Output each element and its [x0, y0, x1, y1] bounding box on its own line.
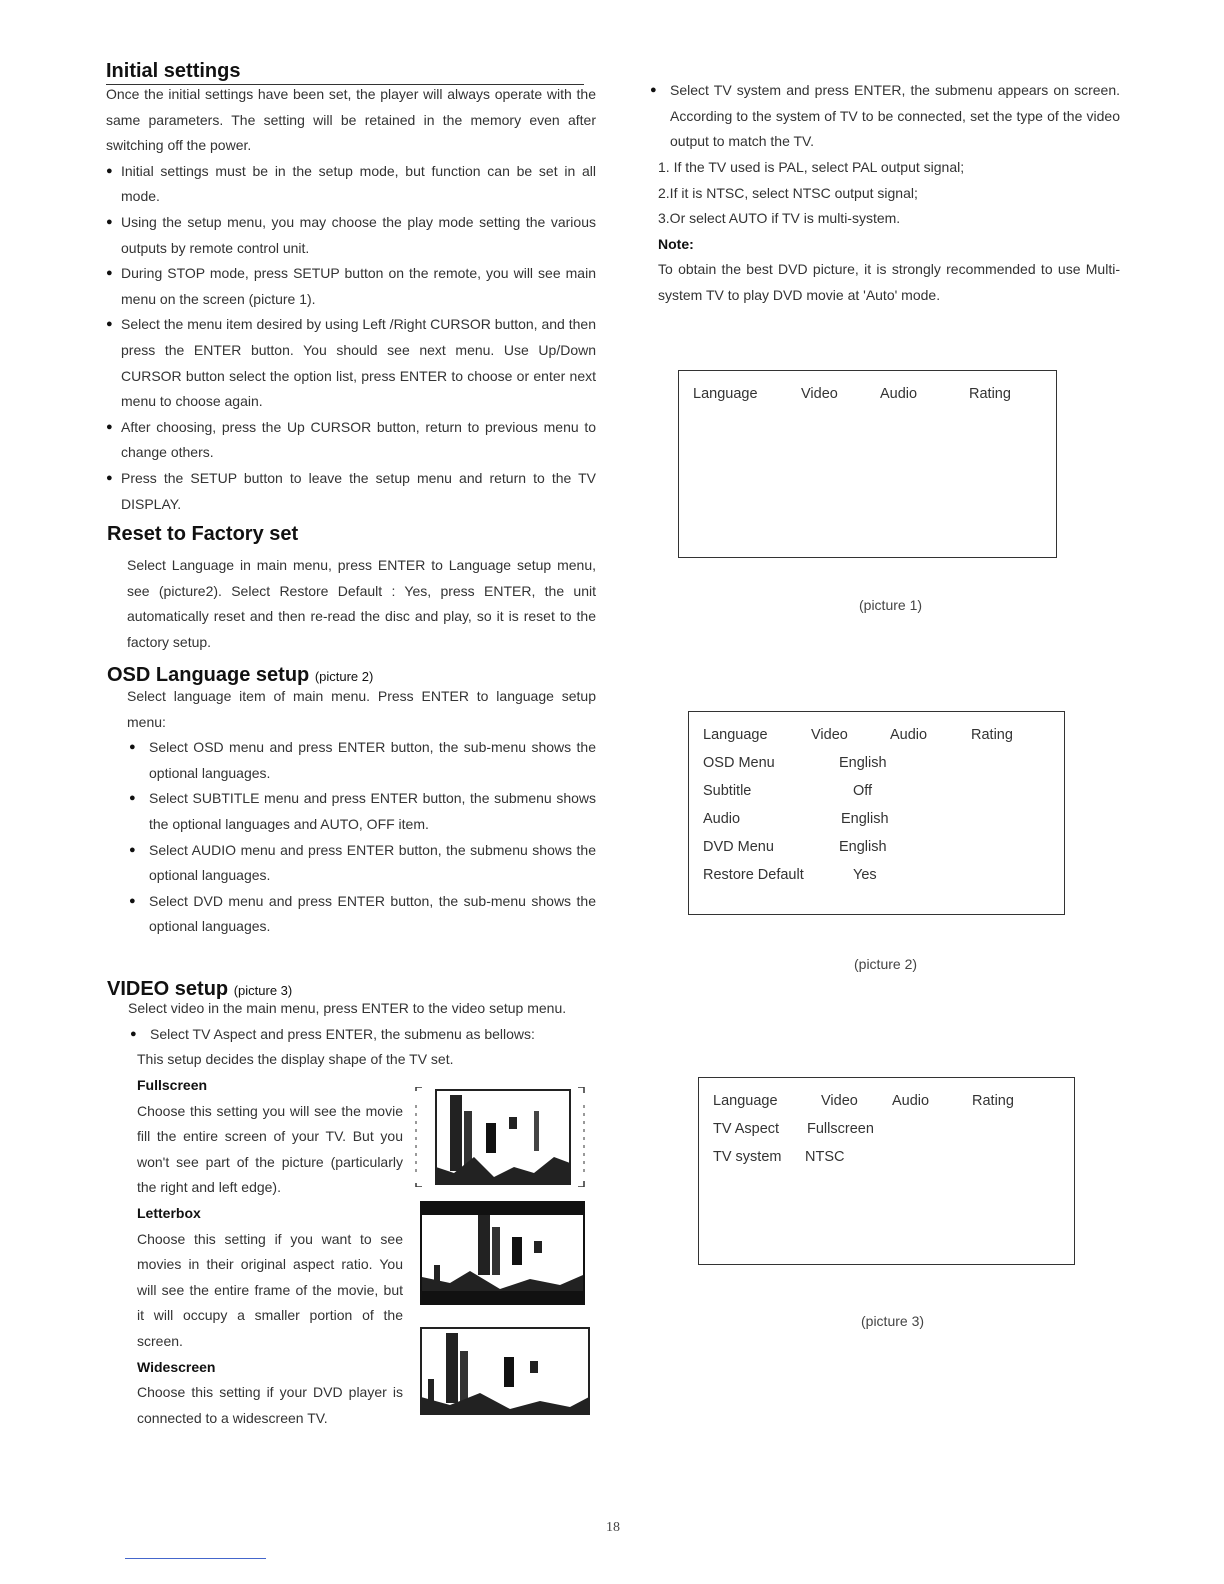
bullet-text: After choosing, press the Up CURSOR button, return to previous menu to change others. [121, 418, 596, 461]
note-label: Note: [658, 235, 694, 252]
picture3-caption: (picture 3) [861, 1313, 925, 1329]
bullet-item [129, 838, 596, 889]
fullscreen-text: Choose this setting you will see the movie fill the entire screen of your TV. But you won't see part of the picture (particularly the right and left edge). [137, 1102, 403, 1196]
letterbox-title: Letterbox [137, 1204, 201, 1221]
tab-language: Language [703, 727, 768, 743]
bullet-text: Initial settings must be in the setup mode, but function can be set in all mode. [121, 162, 596, 205]
letterbox-text: Choose this setting if you want to see movies in their original aspect ratio. You will see the entire frame of the movie, but it will occupy a smaller portion of the screen. [137, 1230, 403, 1349]
intro-paragraph: Once the initial settings have been set, the player will always operate with the same parameters. The setting will be retained in the memory even after switching off the power. [106, 86, 596, 154]
tv-system-value: NTSC [805, 1149, 845, 1165]
bullet-text: Using the setup menu, you may choose the play mode setting the various outputs by remote control unit. [121, 213, 596, 256]
fullscreen-title: Fullscreen [137, 1077, 208, 1093]
bullet-text: During STOP mode, press SETUP button on the remote, you will see main menu on the screen (picture 1). [121, 265, 596, 307]
letterbox-thumbnail [420, 1201, 585, 1305]
aspect-options [137, 1073, 403, 1431]
restore-default-value: Yes [853, 867, 877, 883]
tab-audio: Audio [880, 386, 918, 402]
setup-menu-picture1 [678, 370, 1057, 558]
bullet-text: Select TV Aspect and press ENTER, the submenu as bellows: [150, 1025, 535, 1042]
tab-video: Video [821, 1093, 858, 1109]
video-intro: Select video in the main menu, press ENTER to the video setup menu. [128, 1000, 567, 1016]
picture2-caption: (picture 2) [854, 956, 918, 972]
tab-rating: Rating [971, 727, 1013, 743]
page-number: 18 [606, 1520, 620, 1535]
widescreen-title: Widescreen [137, 1358, 216, 1375]
video-section [128, 996, 598, 1073]
subtitle-value: Off [853, 783, 873, 799]
video-menu-picture3 [698, 1077, 1075, 1265]
section-title: VIDEO setup [107, 978, 229, 1000]
widescreen-thumbnail [420, 1327, 590, 1415]
osd-section [127, 684, 596, 940]
restore-default-label: Restore Default [703, 867, 804, 883]
bullet-item [129, 786, 596, 837]
subtitle-label: Subtitle [703, 783, 752, 799]
tab-audio: Audio [892, 1093, 930, 1109]
video-note: This setup decides the display shape of the TV set. [137, 1051, 454, 1068]
bullet-item [106, 261, 596, 312]
tab-rating: Rating [972, 1093, 1014, 1109]
tab-language: Language [693, 386, 758, 402]
section-title: OSD Language setup [107, 664, 310, 686]
bullet-item [130, 1022, 598, 1048]
language-menu-picture2 [688, 711, 1065, 915]
note-text: To obtain the best DVD picture, it is strongly recommended to use Multi-system TV to play DVD movie at 'Auto' mode. [658, 261, 1120, 303]
bullet-item [106, 312, 596, 414]
bullet-item [129, 735, 596, 786]
bullet-text: Press the SETUP button to leave the setup menu and return to the TV DISPLAY. [121, 469, 596, 512]
section-title: Reset to Factory set [107, 523, 299, 545]
audio-label: Audio [703, 811, 741, 827]
reset-heading [107, 520, 298, 548]
bullet-item [106, 210, 596, 261]
osd-menu-label: OSD Menu [703, 755, 775, 771]
reset-section [127, 553, 596, 655]
tab-rating: Rating [969, 386, 1011, 402]
bullet-text: Select DVD menu and press ENTER button, the sub-menu shows the optional languages. [149, 892, 596, 935]
bullet-item [129, 889, 596, 940]
bullet-text: Select AUDIO menu and press ENTER button, the submenu shows the optional languages. [149, 841, 596, 884]
osd-intro: Select language item of main menu. Press ENTER to language setup menu: [127, 688, 596, 730]
dvd-menu-label: DVD Menu [703, 839, 774, 855]
tab-video: Video [801, 386, 838, 402]
bullet-text: Select OSD menu and press ENTER button, the sub-menu shows the optional languages. [149, 739, 596, 781]
section-title: Initial settings [106, 60, 241, 82]
picture1-caption: (picture 1) [859, 597, 923, 613]
footer-line [125, 1558, 266, 1559]
initial-settings-heading [106, 60, 240, 83]
bullet-text: Select TV system and press ENTER, the submenu appears on screen. According to the system of TV to be connected, set the type of the video output to match the TV. [670, 82, 1120, 150]
bullet-item [106, 159, 596, 210]
tv-option: 1. If the TV used is PAL, select PAL output signal; [658, 159, 965, 175]
dvd-menu-value: English [839, 839, 887, 855]
tv-option: 3.Or select AUTO if TV is multi-system. [658, 210, 901, 227]
tv-system-section [650, 78, 1120, 155]
bullet-item [650, 78, 1120, 155]
tv-options [658, 155, 1120, 309]
osd-menu-value: English [839, 755, 887, 771]
tab-audio: Audio [890, 727, 928, 743]
bullet-item [106, 466, 596, 517]
reset-paragraph: Select Language in main menu, press ENTER to Language setup menu, see (picture2). Select Restore Default : Yes, press ENTER, the unit automatically reset and then re-read the disc and play, so it is reset to the factory setup. [127, 557, 596, 650]
picture-reference: (picture 2) [314, 669, 374, 684]
widescreen-text: Choose this setting if your DVD player is connected to a widescreen TV. [137, 1384, 403, 1426]
bullet-text: Select SUBTITLE menu and press ENTER button, the submenu shows the optional languages and AUTO, OFF item. [149, 790, 596, 832]
initial-settings-section [106, 82, 596, 517]
audio-value: English [841, 811, 889, 827]
tab-language: Language [713, 1093, 778, 1109]
bullet-item [106, 415, 596, 466]
tv-option: 2.If it is NTSC, select NTSC output signal; [658, 184, 918, 201]
tv-aspect-value: Fullscreen [807, 1121, 874, 1137]
fullscreen-thumbnail [414, 1087, 586, 1187]
picture-reference: (picture 3) [233, 983, 293, 998]
tv-system-label: TV system [713, 1149, 782, 1165]
tv-aspect-label: TV Aspect [713, 1121, 780, 1137]
tab-video: Video [811, 727, 848, 743]
bullet-text: Select the menu item desired by using Left /Right CURSOR button, and then press the ENTER button. You should see next menu. Use Up/Down CURSOR button select the option list, press ENTER to choose or enter next menu to choose again. [121, 316, 596, 410]
